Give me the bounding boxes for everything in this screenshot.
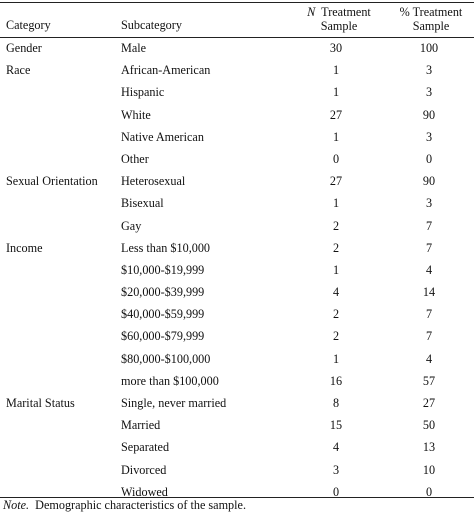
cell-category: Sexual Orientation bbox=[6, 174, 98, 189]
cell-subcategory: $40,000-$59,999 bbox=[121, 307, 205, 322]
table-top-rule bbox=[0, 2, 474, 3]
cell-n: 1 bbox=[332, 262, 340, 277]
cell-subcategory: Married bbox=[121, 418, 161, 433]
cell-n: 2 bbox=[332, 307, 340, 322]
cell-category: Race bbox=[6, 63, 31, 78]
table-row bbox=[0, 414, 474, 436]
header-pct-line2: Sample bbox=[412, 19, 450, 33]
cell-subcategory: Divorced bbox=[121, 462, 167, 477]
header-n-line2: Sample bbox=[320, 19, 358, 33]
cell-percent: 3 bbox=[425, 85, 433, 100]
cell-subcategory: $10,000-$19,999 bbox=[121, 262, 205, 277]
cell-percent: 13 bbox=[422, 440, 436, 455]
table-row bbox=[0, 303, 474, 325]
cell-n: 27 bbox=[329, 107, 343, 122]
table-row bbox=[0, 370, 474, 392]
cell-n: 2 bbox=[332, 240, 340, 255]
table-row bbox=[0, 104, 474, 126]
cell-percent: 3 bbox=[425, 63, 433, 78]
cell-n: 1 bbox=[332, 196, 340, 211]
table-row bbox=[0, 259, 474, 281]
header-subcategory: Subcategory bbox=[121, 18, 182, 32]
table-row bbox=[0, 37, 474, 59]
table-row bbox=[0, 325, 474, 347]
table-row bbox=[0, 281, 474, 303]
cell-subcategory: White bbox=[121, 107, 151, 122]
cell-percent: 50 bbox=[422, 418, 436, 433]
cell-n: 4 bbox=[332, 440, 340, 455]
cell-n: 1 bbox=[332, 351, 340, 366]
cell-percent: 10 bbox=[422, 462, 436, 477]
cell-n: 0 bbox=[332, 151, 340, 166]
cell-subcategory: Male bbox=[121, 41, 147, 55]
cell-n: 4 bbox=[332, 285, 340, 300]
cell-subcategory: Bisexual bbox=[121, 196, 164, 211]
cell-percent: 57 bbox=[422, 373, 436, 388]
cell-percent: 3 bbox=[425, 129, 433, 144]
cell-subcategory: $80,000-$100,000 bbox=[121, 351, 211, 366]
table-note bbox=[3, 498, 246, 512]
cell-n: 2 bbox=[332, 218, 340, 233]
cell-percent: 7 bbox=[425, 329, 433, 344]
header-n-treatment-text: Treatment bbox=[321, 5, 371, 19]
cell-percent: 100 bbox=[419, 41, 439, 55]
cell-subcategory: $20,000-$39,999 bbox=[121, 285, 205, 300]
cell-subcategory: Separated bbox=[121, 440, 170, 455]
cell-n: 27 bbox=[329, 174, 343, 189]
cell-n: 8 bbox=[332, 396, 340, 410]
cell-subcategory: Widowed bbox=[121, 484, 168, 499]
table-row bbox=[0, 148, 474, 170]
cell-n: 0 bbox=[332, 484, 340, 499]
cell-percent: 90 bbox=[422, 107, 436, 122]
header-pct-line1: % Treatment bbox=[399, 5, 463, 19]
note-text: Demographic characteristics of the sample. bbox=[35, 498, 246, 512]
cell-n: 30 bbox=[329, 41, 343, 55]
cell-percent: 27 bbox=[422, 396, 436, 410]
cell-n: 3 bbox=[332, 462, 340, 477]
cell-subcategory: Heterosexual bbox=[121, 174, 186, 189]
cell-n: 1 bbox=[332, 129, 340, 144]
table-row bbox=[0, 237, 474, 259]
cell-category: Marital Status bbox=[6, 396, 75, 410]
cell-percent: 7 bbox=[425, 307, 433, 322]
table-row bbox=[0, 170, 474, 192]
table-row bbox=[0, 126, 474, 148]
cell-percent: 7 bbox=[425, 240, 433, 255]
table-row bbox=[0, 392, 474, 414]
table-row bbox=[0, 59, 474, 81]
cell-subcategory: African-American bbox=[121, 63, 211, 78]
cell-percent: 7 bbox=[425, 218, 433, 233]
header-category: Category bbox=[6, 18, 51, 32]
cell-n: 2 bbox=[332, 329, 340, 344]
cell-n: 15 bbox=[329, 418, 343, 433]
cell-category: Income bbox=[6, 240, 43, 255]
table-row bbox=[0, 215, 474, 237]
header-pct-treatment bbox=[381, 5, 474, 33]
cell-subcategory: Native American bbox=[121, 129, 204, 144]
cell-percent: 14 bbox=[422, 285, 436, 300]
cell-percent: 0 bbox=[425, 151, 433, 166]
table-row bbox=[0, 81, 474, 103]
table-row bbox=[0, 459, 474, 481]
cell-subcategory: Hispanic bbox=[121, 85, 165, 100]
cell-subcategory: $60,000-$79,999 bbox=[121, 329, 205, 344]
table-row bbox=[0, 192, 474, 214]
table-row bbox=[0, 348, 474, 370]
cell-subcategory: Gay bbox=[121, 218, 142, 233]
cell-percent: 4 bbox=[425, 351, 433, 366]
cell-n: 16 bbox=[329, 373, 343, 388]
cell-n: 1 bbox=[332, 85, 340, 100]
cell-n: 1 bbox=[332, 63, 340, 78]
cell-subcategory: Other bbox=[121, 151, 149, 166]
cell-subcategory: Less than $10,000 bbox=[121, 240, 211, 255]
cell-subcategory: more than $100,000 bbox=[121, 373, 219, 388]
table-row bbox=[0, 436, 474, 458]
cell-percent: 0 bbox=[425, 484, 433, 499]
cell-percent: 4 bbox=[425, 262, 433, 277]
cell-percent: 3 bbox=[425, 196, 433, 211]
note-label: Note. bbox=[3, 498, 30, 512]
header-n-treatment bbox=[290, 5, 388, 33]
table-body bbox=[0, 37, 474, 503]
cell-percent: 90 bbox=[422, 174, 436, 189]
cell-subcategory: Single, never married bbox=[121, 396, 227, 410]
header-n-symbol: N bbox=[307, 5, 316, 19]
cell-category: Gender bbox=[6, 41, 42, 55]
header-n-line1 bbox=[290, 5, 388, 19]
